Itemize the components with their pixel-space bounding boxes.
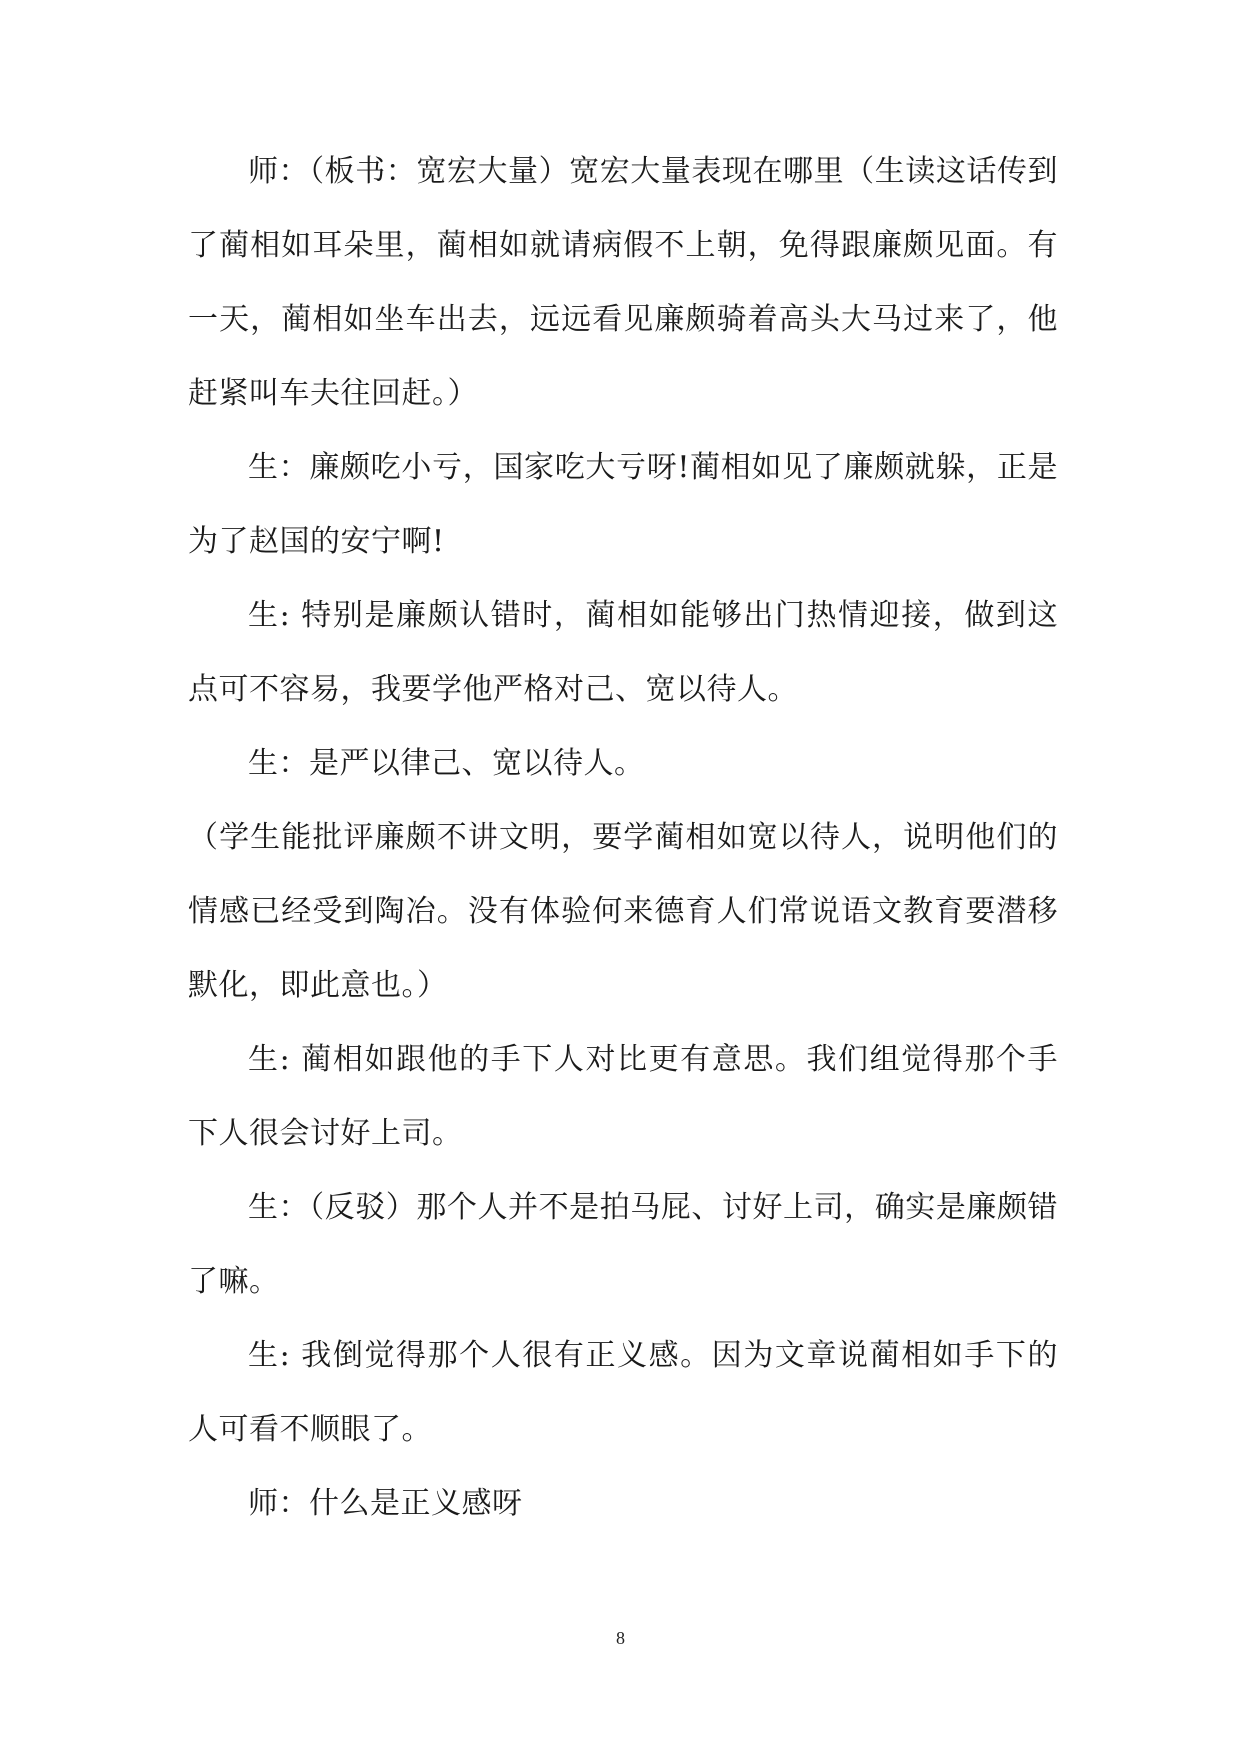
paragraph-2: 生：廉颇吃小亏，国家吃大亏呀!蔺相如见了廉颇就躲，正是为了赵国的安宁啊! <box>188 450 1058 559</box>
paragraph-8: 生: 我倒觉得那个人很有正义感。因为文章说蔺相如手下的人可看不顺眼了。 <box>188 1338 1058 1447</box>
paragraph-4: 生：是严以律己、宽以待人。 <box>248 746 645 781</box>
document-body <box>188 135 1058 1541</box>
paragraph-1: 师：（板书：宽宏大量）宽宏大量表现在哪里（生读这话传到了蔺相如耳朵里，蔺相如就请病假不上朝，免得跟廉颇见面。有一天，蔺相如坐车出去，远远看见廉颇骑着高头大马过来了，他赶紧叫车夫往回赶。） <box>188 154 1058 411</box>
paragraph-6: 生: 蔺相如跟他的手下人对比更有意思。我们组觉得那个手下人很会讨好上司。 <box>188 1042 1058 1151</box>
paragraph-9: 师：什么是正义感呀 <box>248 1486 523 1521</box>
paragraph-3: 生: 特别是廉颇认错时，蔺相如能够出门热情迎接，做到这点可不容易，我要学他严格对己、宽以待人。 <box>188 598 1058 707</box>
paragraph-7: 生：（反驳）那个人并不是拍马屁、讨好上司，确实是廉颇错了嘛。 <box>188 1190 1058 1299</box>
paragraph-5-commentary: （学生能批评廉颇不讲文明，要学蔺相如宽以待人，说明他们的情感已经受到陶冶。没有体验何来德育人们常说语文教育要潜移默化，即此意也。） <box>188 820 1058 1003</box>
page-number: 8 <box>616 1628 625 1648</box>
